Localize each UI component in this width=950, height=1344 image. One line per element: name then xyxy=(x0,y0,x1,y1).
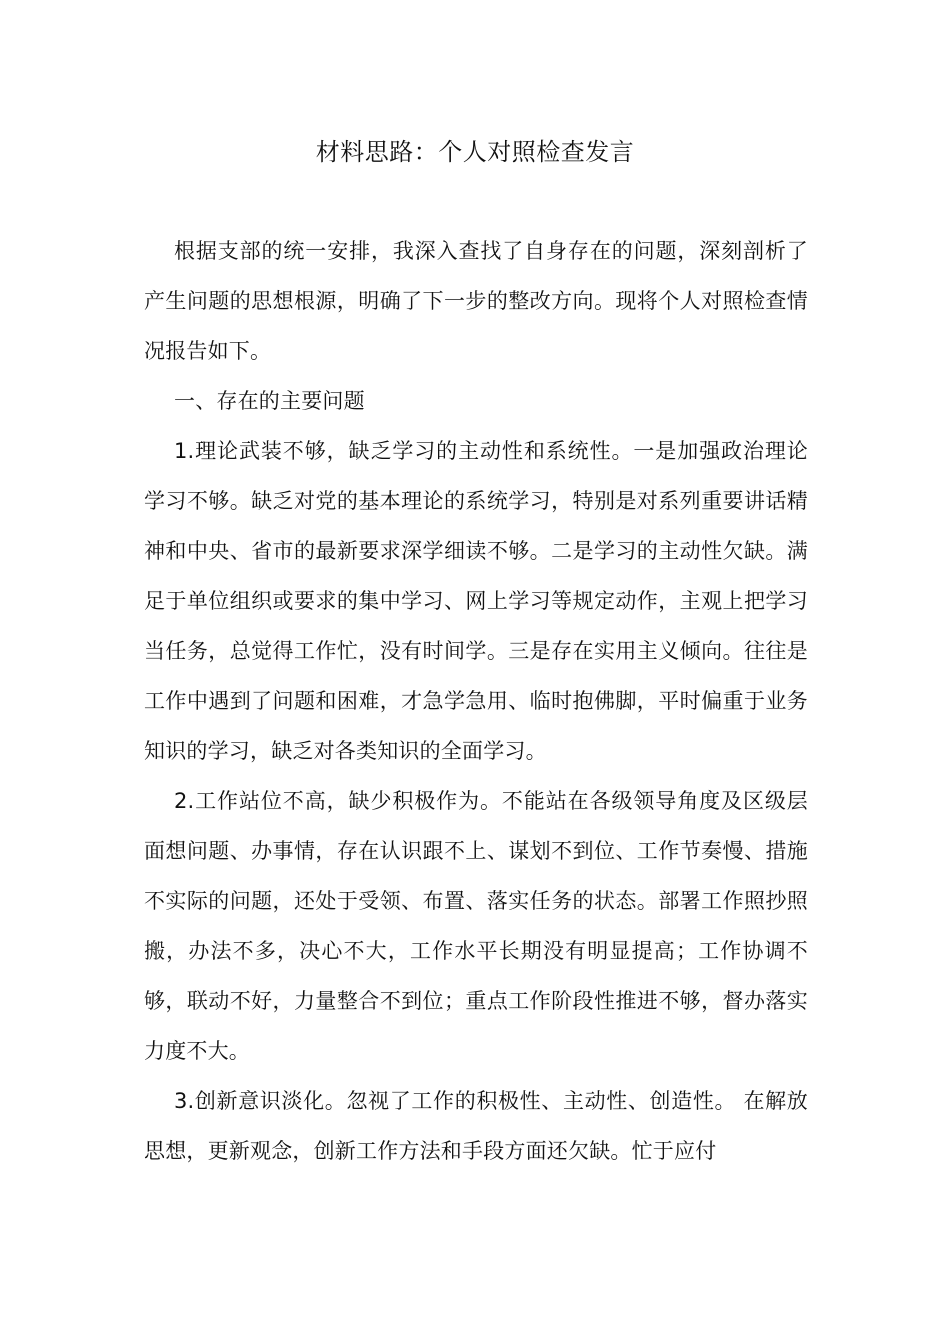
paragraph-item-1: 1.理论武装不够，缺乏学习的主动性和系统性。一是加强政治理论学习不够。缺乏对党的基本理论的系统学习，特别是对系列重要讲话精神和中央、省市的最新要求深学细读不够。二是学习的主动性欠缺。满足于单位组织或要求的集中学习、网上学习等规定动作，主观上把学习当任务，总觉得工作忙，没有时间学。三是存在实用主义倾向。往往是工作中遇到了问题和困难，才急学急用、临时抱佛脚，平时偏重于业务知识的学习，缺乏对各类知识的全面学习。 xyxy=(144,439,808,763)
paragraph-item-2: 2.工作站位不高，缺少积极作为。不能站在各级领导角度及区级层面想问题、办事情，存在认识跟不上、谋划不到位、工作节奏慢、措施不实际的问题，还处于受领、布置、落实任务的状态。部署工作照抄照搬，办法不多，决心不大，工作水平长期没有明显提高；工作协调不够，联动不好，力量整合不到位；重点工作阶段性推进不够，督办落实力度不大。 xyxy=(144,789,808,1063)
section-heading: 一、存在的主要问题 xyxy=(174,389,365,413)
document-title: 材料思路：个人对照检查发言 xyxy=(315,138,635,166)
document-body xyxy=(144,226,808,1176)
paragraph-item-3: 3.创新意识淡化。忽视了工作的积极性、主动性、创造性。 在解放思想，更新观念，创新工作方法和手段方面还欠缺。忙于应付 xyxy=(144,1089,808,1163)
paragraph-intro: 根据支部的统一安排，我深入查找了自身存在的问题，深刻剖析了产生问题的思想根源，明确了下一步的整改方向。现将个人对照检查情况报告如下。 xyxy=(144,239,808,363)
